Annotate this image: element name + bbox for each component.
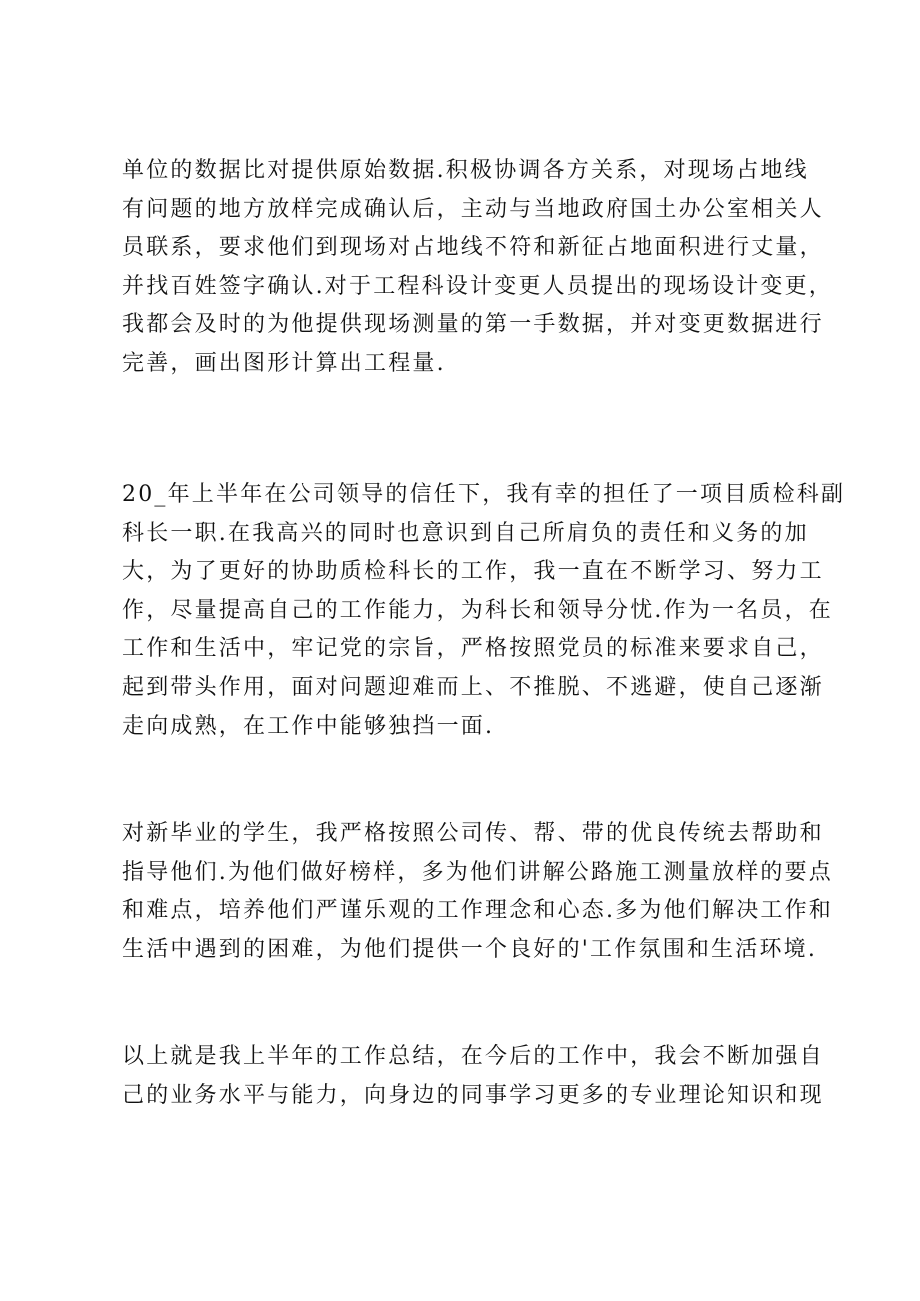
text-line: 并找百姓签字确认.对于工程科设计变更人员提出的现场设计变更， <box>122 273 833 299</box>
text-line: 我都会及时的为他提供现场测量的第一手数据，并对变更数据进行 <box>122 312 824 338</box>
text-line: 单位的数据比对提供原始数据.积极协调各方关系，对现场占地线 <box>122 158 809 183</box>
text-line: 有问题的地方放样完成确认后，主动与当地政府国土办公室相关人 <box>122 196 824 222</box>
text-line: 走向成熟，在工作中能够独挡一面. <box>122 713 495 739</box>
text-line: 以上就是我上半年的工作总结，在今后的工作中，我会不断加强自 <box>122 1044 824 1069</box>
text-line: 己的业务水平与能力，向身边的同事学习更多的专业理论知识和现 <box>122 1082 824 1108</box>
text-line: 员联系，要求他们到现场对占地线不符和新征占地面积进行丈量， <box>122 235 824 261</box>
text-line: 对新毕业的学生，我严格按照公司传、帮、带的优良传统去帮助和 <box>122 821 824 846</box>
text-line: 大，为了更好的协助质检科长的工作，我一直在不断学习、努力工 <box>122 559 824 585</box>
paragraph-summary <box>122 1038 824 1115</box>
paragraph-deputy-chief <box>122 476 846 746</box>
text-line: 完善，画出图形计算出工程量. <box>122 350 446 376</box>
text-line: 科长一职.在我高兴的同时也意识到自己所肩负的责任和义务的加 <box>122 520 809 546</box>
text-line: 指导他们.为他们做好榜样，多为他们讲解公路施工测量放样的要点 <box>122 859 833 885</box>
text-line: 和难点，培养他们严谨乐观的工作理念和心态.多为他们解决工作和 <box>122 898 833 924</box>
text-line: 作，尽量提高自己的工作能力，为科长和领导分忧.作为一名员，在 <box>122 597 833 623</box>
text-line: 起到带头作用，面对问题迎难而上、不推脱、不逃避，使自己逐渐 <box>122 674 824 700</box>
paragraph-new-graduates <box>122 815 833 969</box>
text-line: 生活中遇到的困难，为他们提供一个良好的'工作氛围和生活环境. <box>122 936 818 962</box>
text-line: 20_年上半年在公司领导的信任下，我有幸的担任了一项目质检科副 <box>122 482 846 507</box>
text-line: 工作和生活中，牢记党的宗旨，严格按照党员的标准来要求自己， <box>122 636 824 662</box>
paragraph-survey-work <box>122 152 833 384</box>
